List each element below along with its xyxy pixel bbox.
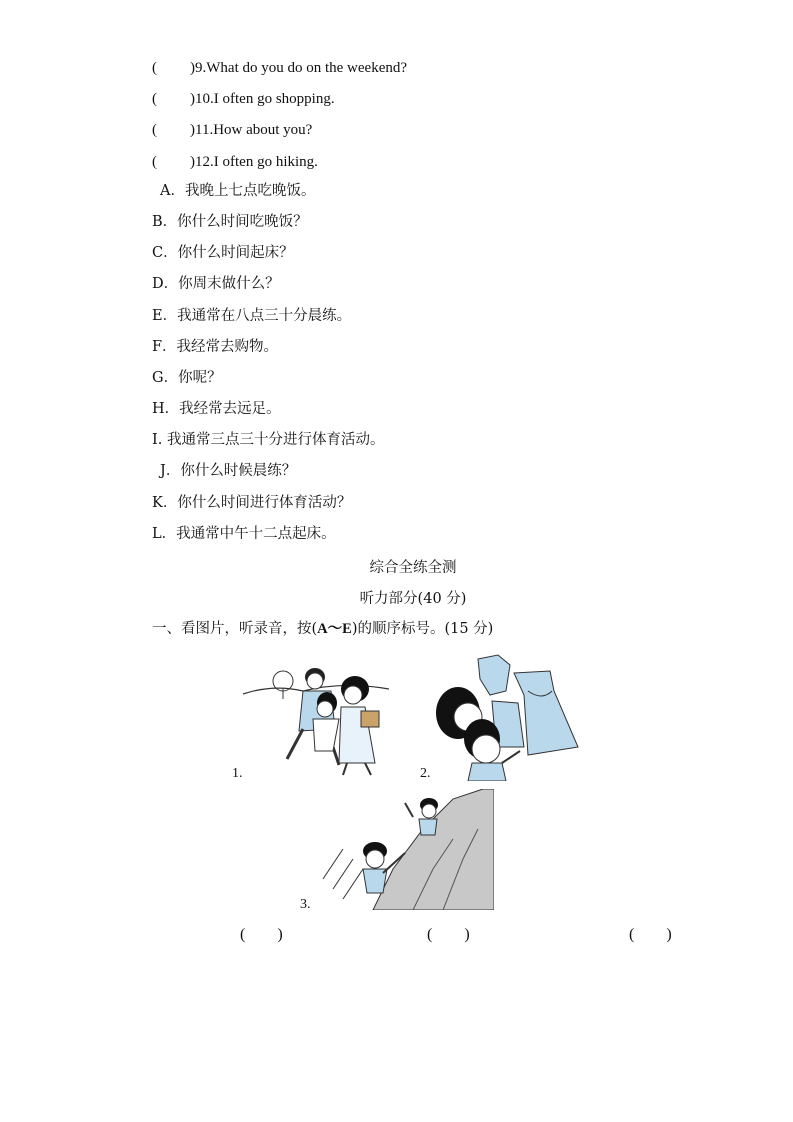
option-f: F．我经常去购物。 — [152, 339, 279, 355]
option-e: E．我通常在八点三十分晨练。 — [152, 308, 352, 324]
option-k: K．你什么时间进行体育活动？ — [152, 495, 352, 511]
option-d: D．你周末做什么？ — [152, 276, 280, 292]
question-12: ( )12.I often go hiking. — [152, 154, 318, 170]
question-11: ( )11.How about you? — [152, 122, 313, 138]
answer-blank-3[interactable]: ( ) — [629, 926, 672, 943]
option-h: H．我经常去远足。 — [152, 401, 281, 417]
picture-shopping — [432, 651, 593, 781]
option-g: G．你呢？ — [152, 370, 222, 386]
option-a: A．我晚上七点吃晚饭。 — [160, 183, 316, 199]
listening-title: 听力部分(40 分) — [359, 591, 467, 607]
question-9: ( )9.What do you do on the weekend? — [152, 60, 408, 76]
picture-family-walk — [243, 659, 389, 780]
shopping-illustration — [432, 651, 593, 781]
option-c: C．你什么时间起床？ — [152, 245, 294, 261]
instruction: 一、看图片，听录音，按(A～E)的顺序标号。(15 分) — [152, 621, 494, 637]
picture-label-1: 1. — [232, 766, 243, 781]
option-b: B．你什么时间吃晚饭？ — [152, 214, 308, 230]
climbing-illustration — [313, 789, 494, 910]
picture-label-2: 2. — [420, 766, 431, 781]
option-l: L．我通常中午十二点起床。 — [152, 526, 336, 542]
picture-climbing — [313, 789, 494, 910]
answer-blank-1[interactable]: ( ) — [240, 926, 283, 943]
option-j: J．你什么时候晨练？ — [160, 463, 297, 479]
family-walk-illustration — [243, 659, 389, 780]
answer-blank-2[interactable]: ( ) — [427, 926, 470, 943]
section-title: 综合全练全测 — [369, 560, 457, 576]
picture-label-3: 3. — [300, 897, 311, 912]
question-10: ( )10.I often go shopping. — [152, 91, 335, 107]
option-i: I. 我通常三点三十分进行体育活动。 — [152, 432, 385, 448]
